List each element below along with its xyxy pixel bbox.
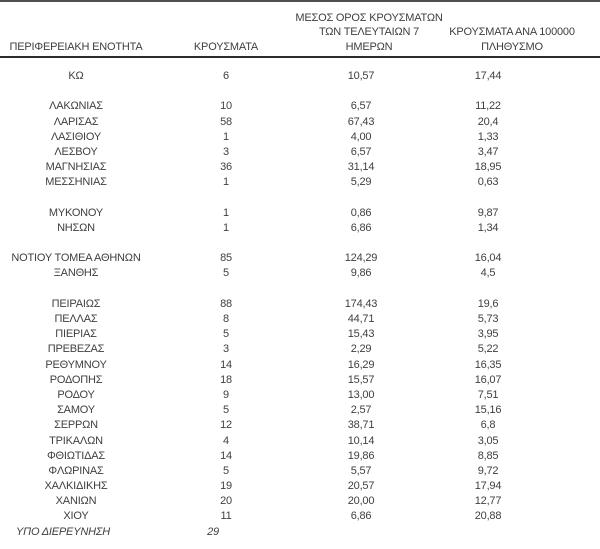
cases-value: 12 [220,419,232,432]
avg7-value: 9,86 [350,267,372,280]
table-row [0,525,587,540]
avg7-value: 6,86 [350,221,372,234]
avg7-value: 16,29 [347,358,375,371]
region-name: ΡΟΔΟΥ [57,388,95,401]
region-name: ΜΕΣΣΗΝΙΑΣ [45,176,107,189]
avg7-value: 31,14 [347,161,375,174]
cases-value: 20 [220,495,232,508]
region-name: ΞΑΝΘΗΣ [53,267,99,280]
cases-value: 1 [223,206,229,219]
group-separator [0,236,600,251]
region-name: ΦΘΙΩΤΙΔΑΣ [46,449,106,462]
cases-value: 29 [207,525,219,538]
column-header-per100k-line1: ΚΡΟΥΣΜΑΤΑ ΑΝΑ 100000 [449,26,575,38]
table-row [0,464,600,479]
avg7-value: 38,71 [347,419,375,432]
table-row [0,221,600,236]
per100k-value: 12,77 [474,495,502,508]
region-name: ΧΑΝΙΩΝ [55,495,97,508]
table-row [0,175,600,190]
per100k-value: 9,72 [477,464,499,477]
table-row [0,388,600,403]
avg7-value: 6,86 [350,510,372,523]
region-name: ΣΕΡΡΩΝ [54,419,98,432]
per100k-value: 20,88 [474,510,502,523]
table-row [0,312,600,327]
table-row [0,403,600,418]
table-row [0,115,600,130]
cases-value: 85 [220,252,232,265]
per100k-value: 16,07 [474,373,502,386]
cases-value: 4 [223,434,229,447]
cases-value: 10 [220,100,232,113]
per100k-value: 6,8 [480,419,496,432]
cases-value: 11 [220,510,232,523]
table-row [0,69,600,84]
region-name: ΛΑΡΙΣΑΣ [53,115,99,128]
avg7-value: 15,57 [347,373,375,386]
column-header-regional-unit-label: ΠΕΡΙΦΕΡΕΙΑΚΗ ΕΝΟΤΗΤΑ [9,40,143,53]
per100k-value: 3,05 [477,434,499,447]
per100k-value: 5,22 [477,343,499,356]
column-header-avg7days-line3: ΗΜΕΡΩΝ [345,40,393,53]
per100k-value: 3,47 [477,145,499,158]
cases-value: 36 [220,161,232,174]
cases-value: 3 [223,343,229,356]
avg7-value: 20,57 [347,480,375,493]
table-row [0,342,600,357]
column-header-avg7days-line2: ΤΩΝ ΤΕΛΕΥΤΑΙΩΝ 7 [318,26,420,38]
cases-value: 5 [223,328,229,341]
avg7-value: 6,57 [350,100,372,113]
avg7-value: 4,00 [350,130,372,143]
cases-value: 1 [223,176,229,189]
table-row [0,449,600,464]
table-row [0,494,600,509]
region-name: ΡΕΘΥΜΝΟΥ [45,358,107,371]
avg7-value: 124,29 [344,252,378,265]
region-name: ΤΡΙΚΑΛΩΝ [49,434,103,447]
cases-value: 58 [220,115,232,128]
per100k-value: 8,85 [477,449,499,462]
per100k-value: 17,94 [474,480,502,493]
table-row [0,418,600,433]
group-separator [0,191,600,206]
per100k-value: 7,51 [477,388,499,401]
avg7-value: 5,29 [350,176,372,189]
per100k-value: 17,44 [474,70,502,82]
per100k-value: 9,87 [477,206,499,219]
column-header-per100k-line2: ΠΛΗΘΥΣΜΟ [481,40,543,53]
group-separator [0,84,600,99]
region-name: ΠΡΕΒΕΖΑΣ [47,343,105,356]
region-name: ΧΙΟΥ [63,510,89,523]
avg7-value: 174,43 [344,297,378,310]
table-header-row [0,2,600,58]
avg7-value: 15,43 [347,328,375,341]
region-name: ΡΟΔΟΠΗΣ [49,373,103,386]
region-name: ΥΠΟ ΔΙΕΡΕΥΝΗΣΗ [16,525,110,538]
region-name: ΛΑΣΙΘΙΟΥ [50,130,102,143]
avg7-value: 2,29 [350,343,372,356]
per100k-value: 16,04 [474,252,502,265]
region-name: ΛΑΚΩΝΙΑΣ [49,100,103,113]
per100k-value: 3,95 [477,328,499,341]
cases-value: 5 [223,464,229,477]
cases-value: 8 [223,313,229,325]
table-row [0,99,600,114]
region-name: ΦΛΩΡΙΝΑΣ [48,464,104,477]
cases-value: 1 [223,221,229,234]
table-row [0,160,600,175]
region-name: ΠΕΛΛΑΣ [54,313,98,325]
per100k-value: 16,35 [474,358,502,371]
column-header-cases-label: ΚΡΟΥΣΜΑΤΑ [193,40,259,53]
per100k-value: 19,6 [477,297,499,310]
cases-value: 5 [223,404,229,417]
per100k-value: 18,95 [474,161,502,174]
cases-value: 14 [220,449,232,462]
cases-value: 1 [223,130,229,143]
cases-value: 5 [223,267,229,280]
column-header-avg7days [295,11,443,57]
avg7-value: 5,57 [350,464,372,477]
table-row [0,145,600,160]
avg7-value: 6,57 [350,145,372,158]
region-name: ΜΥΚΟΝΟΥ [48,206,104,219]
table-row [0,130,600,145]
cases-value: 3 [223,145,229,158]
region-name: ΧΑΛΚΙΔΙΚΗΣ [44,480,108,493]
cases-value: 88 [220,297,232,310]
per100k-value: 0,63 [477,176,499,189]
cases-value: 6 [223,70,229,82]
table-row [0,509,600,524]
group-separator [0,282,600,297]
avg7-value: 0,86 [350,206,372,219]
table-row [0,206,600,221]
region-name: ΣΑΜΟΥ [57,404,95,417]
column-header-regional-unit [0,40,152,57]
region-name: ΝΗΣΩΝ [57,221,95,234]
avg7-value: 44,71 [347,313,375,325]
column-header-avg7days-line1: ΜΕΣΟΣ ΟΡΟΣ ΚΡΟΥΣΜΑΤΩΝ [295,11,443,24]
table-row [0,327,600,342]
avg7-value: 19,86 [347,449,375,462]
table-row [0,251,600,266]
region-name: ΠΙΕΡΙΑΣ [55,328,97,341]
column-header-cases [152,40,300,57]
per100k-value: 1,33 [477,130,499,143]
per100k-value: 15,16 [474,404,502,417]
avg7-value: 2,57 [350,404,372,417]
avg7-value: 20,00 [347,495,375,508]
region-name: ΜΑΓΝΗΣΙΑΣ [45,161,107,174]
cases-value: 9 [223,388,229,401]
region-name: ΚΩ [68,70,84,82]
cases-value: 14 [220,358,232,371]
per100k-value: 4,5 [480,267,496,280]
avg7-value: 67,43 [347,115,375,128]
cases-value: 18 [220,373,232,386]
region-name: ΛΕΣΒΟΥ [54,145,98,158]
per100k-value [409,525,541,540]
per100k-value: 11,22 [475,100,501,113]
table-row [0,434,600,449]
table-row [0,373,600,388]
table-row [0,479,600,494]
table-body [0,58,600,540]
region-name: ΠΕΙΡΑΙΩΣ [51,297,101,310]
region-name: ΝΟΤΙΟΥ ΤΟΜΕΑ ΑΘΗΝΩΝ [11,252,141,265]
table-row [0,266,600,281]
avg7-value: 10,14 [347,434,375,447]
avg7-value: 13,00 [347,388,375,401]
table-row [0,358,600,373]
column-header-per100k [446,25,578,56]
cases-value: 19 [220,480,232,493]
per100k-value: 20,4 [477,115,499,128]
per100k-value: 1,34 [477,221,499,234]
table-row [0,297,600,312]
avg7-value [287,525,409,540]
avg7-value: 10,57 [347,70,375,82]
per100k-value: 5,73 [477,313,499,325]
